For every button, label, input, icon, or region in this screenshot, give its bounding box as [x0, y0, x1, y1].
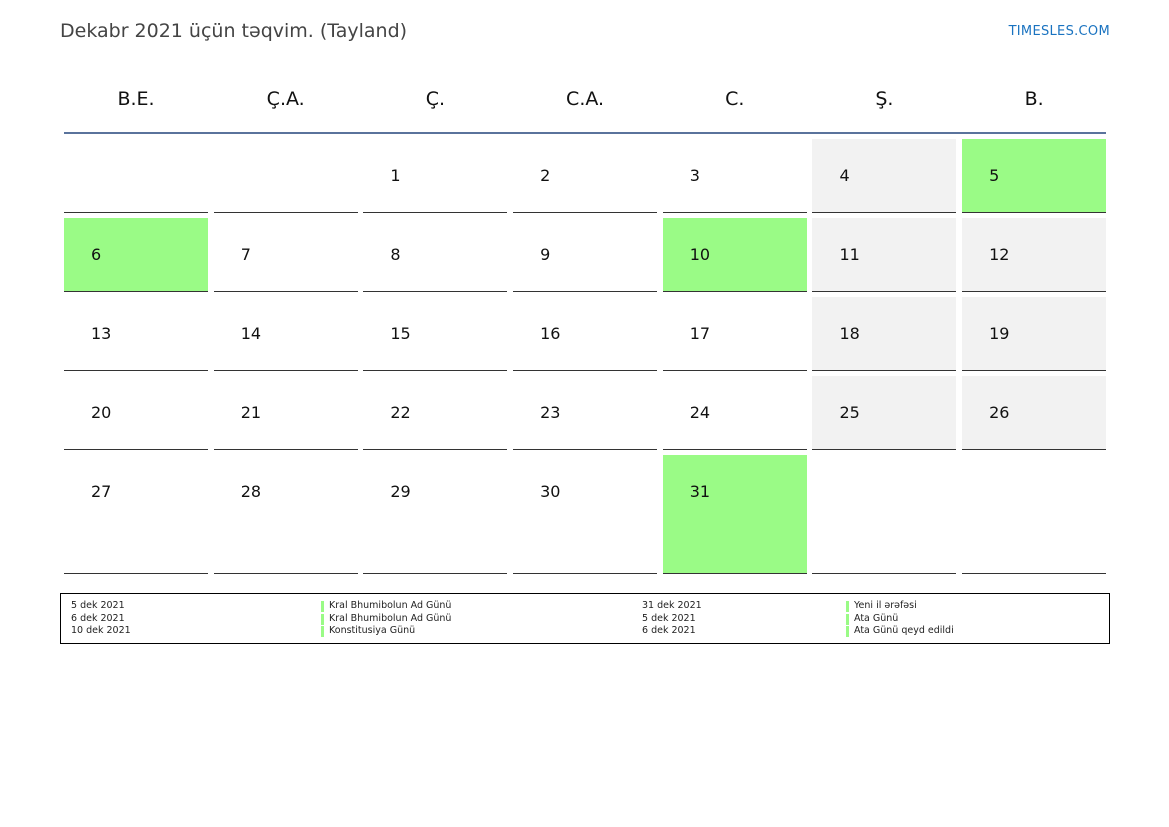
day-number: 21 [240, 403, 262, 422]
legend-date: 31 dek 2021 [642, 600, 702, 611]
day-number: 29 [390, 482, 411, 501]
day-cell[interactable] [962, 376, 1106, 450]
day-number: 24 [689, 403, 711, 422]
day-cell[interactable] [513, 139, 657, 213]
day-cell[interactable] [513, 297, 657, 371]
day-number: 15 [390, 324, 411, 343]
legend-date: 10 dek 2021 [71, 625, 131, 636]
day-cell[interactable] [363, 297, 507, 371]
day-cell[interactable] [64, 297, 208, 371]
weekday-sunday: B. [1024, 88, 1044, 110]
day-cell[interactable] [663, 218, 807, 292]
day-cell[interactable] [64, 376, 208, 450]
legend-holiday-name: Ata Günü qeyd edildi [846, 625, 954, 638]
legend-holiday-name: Kral Bhumibolun Ad Günü [321, 600, 451, 613]
legend-date: 6 dek 2021 [71, 612, 125, 624]
legend-dates-right [642, 600, 702, 638]
week-row [64, 376, 1106, 450]
day-cell[interactable] [214, 297, 358, 371]
day-cell[interactable] [363, 218, 507, 292]
day-cell[interactable] [363, 139, 507, 213]
page-title: Dekabr 2021 üçün təqvim. (Tayland) [60, 20, 408, 42]
day-number: 17 [689, 324, 711, 343]
legend-date: 5 dek 2021 [642, 612, 696, 624]
week-row [64, 139, 1106, 213]
day-cell[interactable] [363, 455, 507, 574]
holiday-legend [60, 593, 1110, 644]
day-number: 10 [689, 245, 711, 264]
day-cell[interactable] [513, 455, 657, 574]
legend-date: 5 dek 2021 [71, 600, 125, 611]
empty-day-cell [64, 139, 208, 213]
day-cell[interactable] [363, 376, 507, 450]
day-number: 13 [91, 324, 112, 343]
weekday-wednesday: Ç. [425, 88, 446, 110]
legend-dates-left [71, 600, 131, 638]
day-cell[interactable] [812, 297, 956, 371]
legend-holiday-name: Kral Bhumibolun Ad Günü [321, 613, 451, 626]
day-cell[interactable] [214, 455, 358, 574]
day-number: 25 [839, 403, 860, 422]
day-cell[interactable] [663, 297, 807, 371]
weekday-tuesday: Ç.A. [266, 88, 305, 110]
day-cell[interactable] [64, 455, 208, 574]
weeks-container [64, 139, 1106, 574]
weekday-saturday: Ş. [875, 88, 894, 110]
day-cell[interactable] [214, 376, 358, 450]
legend-names-left [321, 600, 451, 638]
day-cell[interactable] [962, 297, 1106, 371]
day-cell[interactable] [513, 218, 657, 292]
empty-day-cell [214, 139, 358, 213]
day-number: 20 [91, 403, 112, 422]
day-number: 5 [989, 166, 1000, 185]
day-number: 26 [989, 403, 1010, 422]
day-cell[interactable] [663, 376, 807, 450]
weekday-thursday: C.A. [566, 88, 605, 110]
day-number: 14 [240, 324, 262, 343]
legend-holiday-name: Konstitusiya Günü [321, 625, 451, 638]
day-cell[interactable] [663, 139, 807, 213]
day-cell[interactable] [962, 218, 1106, 292]
day-number: 18 [839, 324, 860, 343]
empty-day-cell [812, 455, 956, 574]
weekday-header-row [64, 78, 1106, 134]
week-row [64, 297, 1106, 371]
day-number: 4 [839, 166, 850, 185]
week-row [64, 218, 1106, 292]
day-cell[interactable] [513, 376, 657, 450]
day-number: 8 [390, 245, 401, 264]
day-number: 12 [989, 245, 1010, 264]
week-row [64, 455, 1106, 574]
legend-holiday-name: Ata Günü [846, 613, 954, 626]
day-cell[interactable] [64, 218, 208, 292]
day-number: 27 [91, 482, 112, 501]
day-number: 23 [540, 403, 561, 422]
legend-holiday-name: Yeni il ərəfəsi [846, 600, 954, 613]
day-number: 1 [390, 166, 401, 185]
day-number: 22 [390, 403, 411, 422]
day-number: 31 [689, 482, 711, 501]
day-cell[interactable] [812, 376, 956, 450]
day-cell[interactable] [663, 455, 807, 574]
day-cell[interactable] [812, 218, 956, 292]
legend-names-right [846, 600, 954, 638]
day-number: 28 [240, 482, 262, 501]
weekday-friday: C. [725, 88, 745, 110]
day-number: 9 [540, 245, 551, 264]
calendar-grid [64, 78, 1106, 574]
day-number: 30 [540, 482, 561, 501]
site-link[interactable]: TIMESLES.COM [1008, 24, 1110, 39]
day-number: 11 [839, 245, 860, 264]
day-cell[interactable] [962, 139, 1106, 213]
weekday-monday: B.E. [117, 88, 155, 110]
day-number: 19 [989, 324, 1010, 343]
day-cell[interactable] [214, 218, 358, 292]
empty-day-cell [962, 455, 1106, 574]
day-number: 6 [91, 245, 102, 264]
day-number: 16 [540, 324, 561, 343]
day-cell[interactable] [812, 139, 956, 213]
day-number: 3 [689, 166, 700, 185]
day-number: 7 [240, 245, 251, 264]
legend-date: 6 dek 2021 [642, 625, 696, 636]
day-number: 2 [540, 166, 551, 185]
